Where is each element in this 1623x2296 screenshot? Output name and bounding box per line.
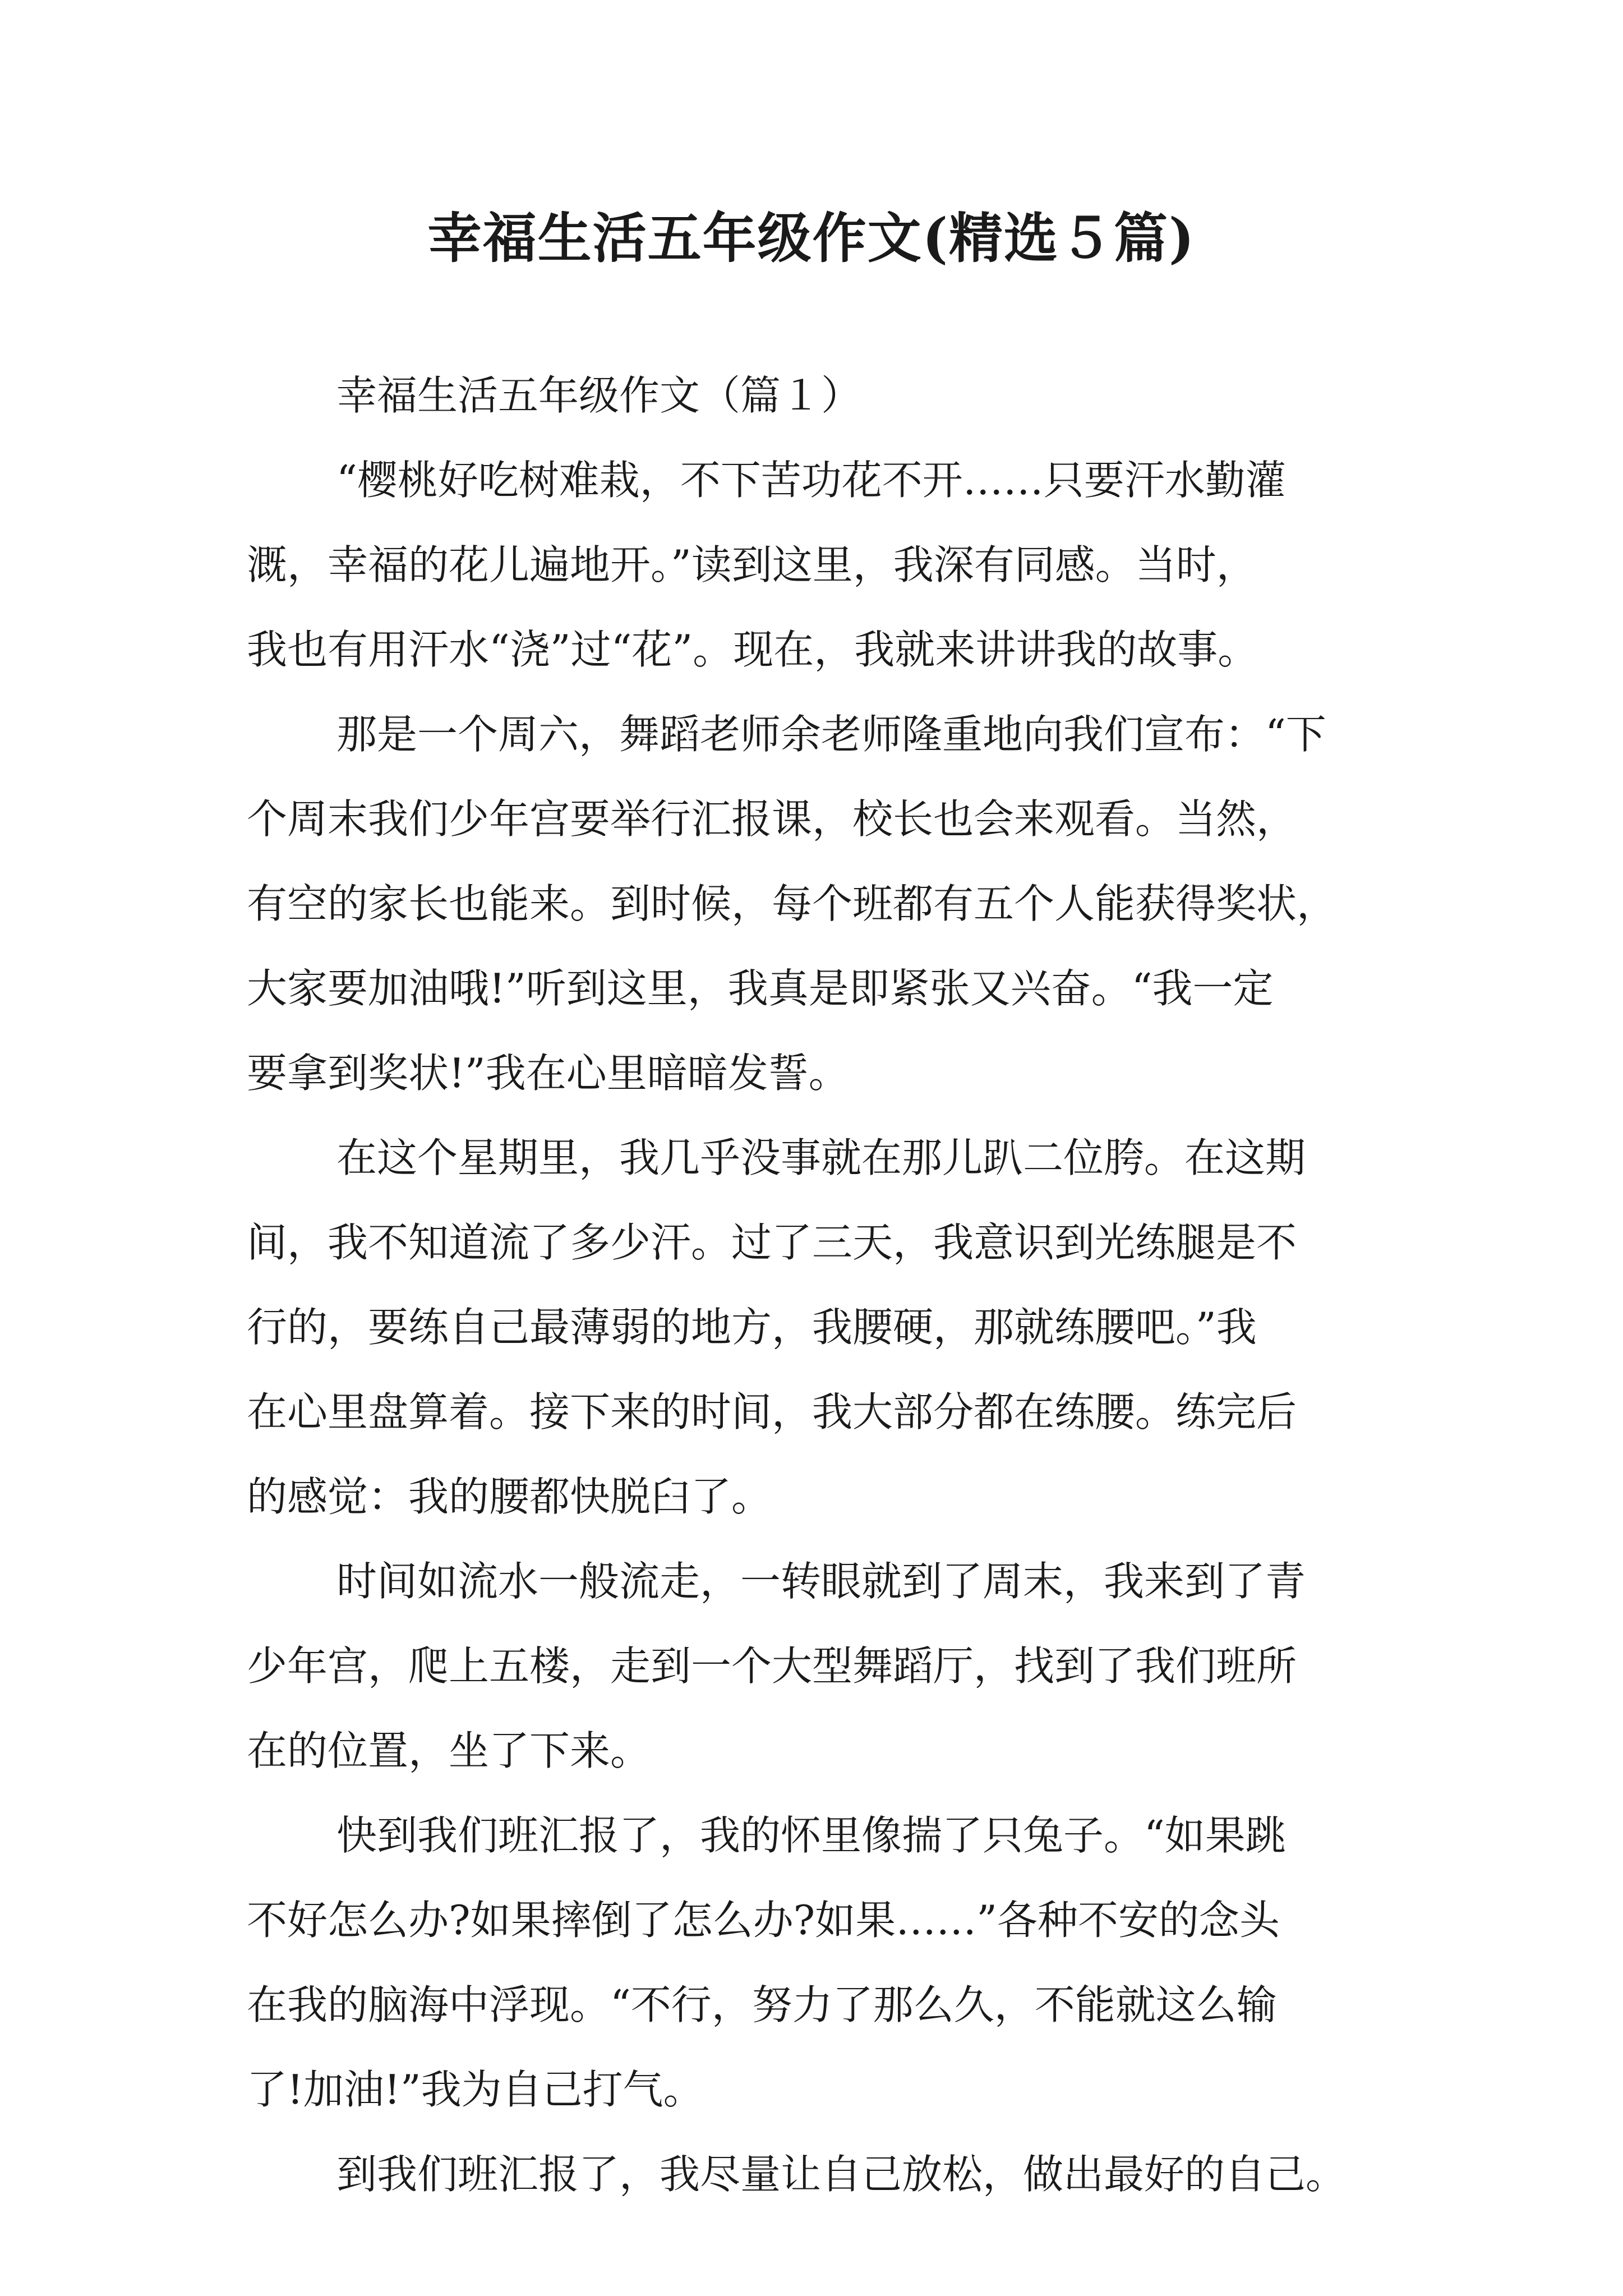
text-line: 大家要加油哦!”听到这里，我真是即紧张又兴奋。“我一定 bbox=[247, 965, 1274, 1012]
text-line: 了!加油!”我为自己打气。 bbox=[247, 2066, 704, 2113]
text-line: 在心里盘算着。接下来的时间，我大部分都在练腰。练完后 bbox=[247, 1388, 1297, 1435]
document-body bbox=[247, 353, 1380, 2217]
text-line: 快到我们班汇报了，我的怀里像揣了只兔子。“如果跳 bbox=[336, 1812, 1286, 1859]
text-line: 有空的家长也能来。到时候，每个班都有五个人能获得奖状， bbox=[247, 880, 1338, 927]
text-line: 在这个星期里，我几乎没事就在那儿趴二位胯。在这期 bbox=[336, 1134, 1306, 1181]
text-line: 行的，要练自己最薄弱的地方，我腰硬，那就练腰吧。”我 bbox=[247, 1304, 1257, 1351]
text-line: 那是一个周六，舞蹈老师余老师隆重地向我们宣布：“下 bbox=[336, 711, 1326, 758]
document-title: 幸福生活五年级作文(精选５篇) bbox=[427, 206, 1196, 270]
text-line: 到我们班汇报了，我尽量让自己放松，做出最好的自己。 bbox=[336, 2151, 1347, 2198]
text-line: 时间如流水一般流走，一转眼就到了周末，我来到了青 bbox=[336, 1558, 1306, 1605]
text-line: 不好怎么办?如果摔倒了怎么办?如果……”各种不安的念头 bbox=[247, 1897, 1280, 1944]
text-line: 幸福生活五年级作文（篇１） bbox=[336, 372, 862, 419]
text-line: 在的位置，坐了下来。 bbox=[247, 1727, 651, 1774]
text-line: 我也有用汗水“浇”过“花”。现在，我就来讲讲我的故事。 bbox=[247, 626, 1258, 673]
text-line: 的感觉：我的腰都快脱臼了。 bbox=[247, 1473, 772, 1520]
text-line: 少年宫，爬上五楼，走到一个大型舞蹈厅，找到了我们班所 bbox=[247, 1642, 1297, 1690]
text-line: 溉，幸福的花儿遍地开。”读到这里，我深有同感。当时， bbox=[247, 541, 1257, 588]
text-line: 个周末我们少年宫要举行汇报课，校长也会来观看。当然， bbox=[247, 795, 1297, 843]
text-line: “樱桃好吃树难栽，不下苦功花不开……只要汗水勤灌 bbox=[336, 457, 1286, 504]
text-line: 在我的脑海中浮现。“不行，努力了那么久，不能就这么输 bbox=[247, 1981, 1277, 2028]
text-line: 间，我不知道流了多少汗。过了三天，我意识到光练腿是不 bbox=[247, 1219, 1297, 1266]
text-line: 要拿到奖状!”我在心里暗暗发誓。 bbox=[247, 1050, 849, 1097]
